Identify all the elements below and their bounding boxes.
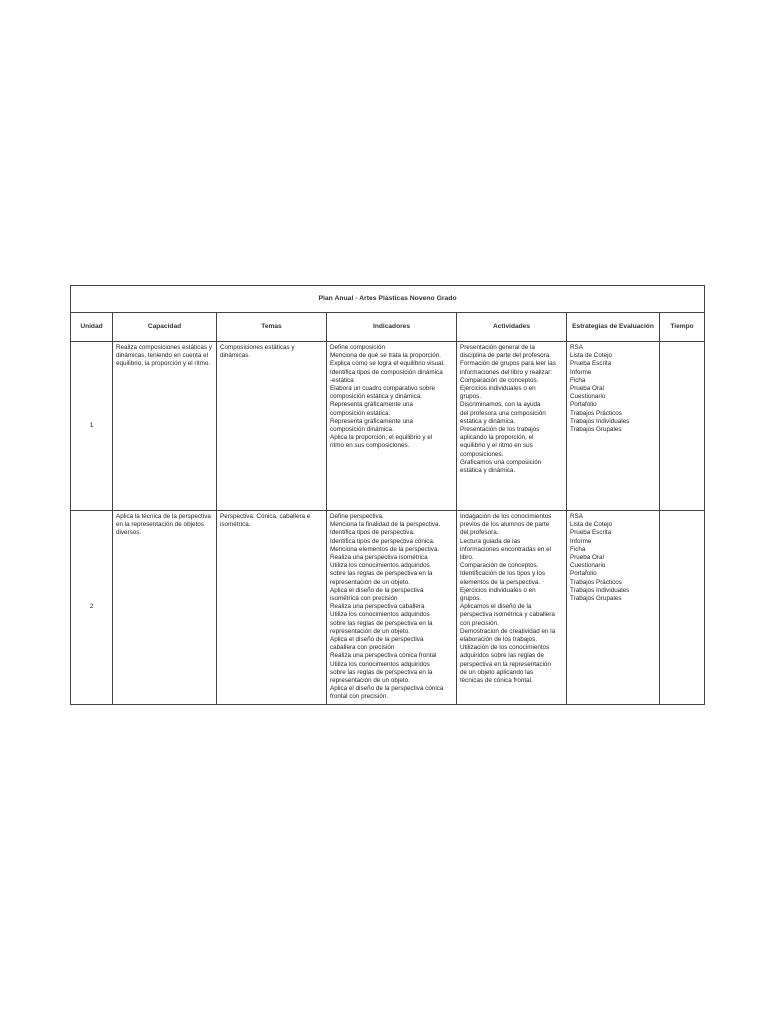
cell-line: de un objeto aplicando las [460,668,534,676]
cell-line: Ejercicios individuales o en [460,586,536,594]
header-estrategias: Estrategias de Evaluación [567,313,660,342]
cell-line: elementos de la perspectiva. [460,578,541,586]
cell-line: equilibrio y el ritmo en sus [460,442,533,450]
cell-line: informaciones encontradas en el [460,545,552,553]
header-tiempo: Tiempo [660,313,705,342]
unidad-cell: 1 [71,342,113,511]
temas-cell: Composiciones estáticas y dinámicas. [217,342,327,511]
cell-line: Trabajos Prácticos [570,578,622,586]
cell-line: ritmo en sus composiciones. [330,442,410,450]
capacidad-cell: Aplica la técnica de la perspectiva en la representación de objetos diversos. [113,511,217,705]
cell-line: Informe [570,537,592,545]
table-row [71,342,705,511]
cell-line: Informe [570,368,592,376]
table-row [71,511,705,705]
cell-line: Elabora un cuadro comparativo sobre [330,385,436,393]
cell-line: Presentación de los trabajos [460,426,540,434]
cell-line: Cuestionario [570,562,606,570]
cell-line: Trabajos Grupales [570,426,622,434]
cell-line: Trabajos Prácticos [570,409,622,417]
indicadores-cell [327,511,457,705]
cell-line: representación de un objeto. [330,627,410,635]
cell-line: frontal con precisión. [330,693,389,701]
cell-line: Comparación de conceptos. [460,562,539,570]
cell-line: Lista de Cotejo [570,352,613,360]
cell-line: Utiliza los conocimientos adquiridos [330,611,430,619]
cell-line: del profesora. [460,529,499,537]
cell-line: composición dinámica. [330,426,394,434]
cell-line: Lectura guiada de las [460,537,521,545]
header-temas: Temas [217,313,327,342]
cell-line: Define perspectiva. [330,513,384,520]
tiempo-cell [660,342,705,511]
cell-line: del profesora una composición [460,409,546,417]
cell-line: Trabajos Grupales [570,595,622,603]
cell-line: caballera con precisión [330,644,395,652]
cell-line: Representa gráficamente una [330,417,413,425]
cell-line: grupos. [460,393,482,401]
cell-line: Utilización de los conocimientos [460,644,550,652]
cell-line: adquiridos sobre las reglas de [460,652,545,660]
cell-line: perspectiva isométrica y caballera [460,611,555,619]
cell-line: Trabajos Individuales [570,586,630,594]
estrategias-cell [567,342,660,511]
cell-line: Ejercicios individuales o en [460,385,536,393]
cell-line: Prueba Oral [570,385,604,393]
cell-line: Aplica el diseño de la perspectiva [330,636,424,644]
cell-line: Identifica tipos de perspectiva. [330,529,415,537]
cell-line: Portafolio [570,401,597,409]
header-unidad: Unidad [71,313,113,342]
cell-line: Formación de grupos para leer las [460,360,556,368]
plan-anual-table [70,285,705,705]
cell-line: Portafolio [570,570,597,578]
cell-line: Prueba Escrita [570,529,612,537]
cell-line: Identificación de los tipos y los [460,570,546,578]
cell-line: Discriminamos, con la ayuda [460,401,541,409]
indicadores-cell [327,342,457,511]
cell-line: sobre las reglas de perspectiva en la [330,570,433,578]
cell-line: Ficha [570,545,586,553]
cell-line: Graficamos una composición [460,458,542,466]
cell-line: estática y dinámica. [460,417,516,425]
cell-line: aplicando la proporción, el [460,434,534,442]
cell-line: grupos. [460,595,482,603]
cell-line: representación de un objeto. [330,677,410,685]
cell-line: sobre las reglas de perspectiva en la [330,668,433,676]
cell-line: técnicas de cónica frontal. [460,677,533,685]
cell-line: Ficha [570,376,586,384]
cell-line: Aplica la proporción, el equilibrio y el [330,434,433,442]
capacidad-cell: Realiza composiciones estáticas y dinámicas, teniendo en cuenta el equilibrio, la proporción y el ritmo. [113,342,217,511]
tiempo-cell [660,511,705,705]
cell-line: Indagación de los conocimientos [460,513,552,520]
actividades-cell [457,342,567,511]
cell-line: Define composición [330,344,385,351]
header-indicadores: Indicadores [327,313,457,342]
cell-line: Presentación general de la [460,344,535,351]
cell-line: Realiza una perspectiva caballera [330,603,425,611]
cell-line: sobre las reglas de perspectiva en la [330,619,433,627]
cell-line: Identifica tipos de perspectiva cónica. [330,537,435,545]
cell-line: Realiza una perspectiva cónica frontal [330,652,437,660]
header-actividades: Actividades [457,313,567,342]
cell-line: con precisión. [460,619,499,627]
cell-line: perspectiva en la representación [460,660,552,668]
cell-line: estática y dinámica. [460,467,516,475]
cell-line: representación de un objeto. [330,578,410,586]
cell-line: Aplicamos el diseño de la [460,603,532,611]
cell-line: Explica cómo se logra el equilibrio visual. [330,360,445,368]
cell-line: Utiliza los conocimientos adquiridos [330,562,430,570]
cell-line: Comparación de conceptos. [460,376,539,384]
cell-line: composición estática y dinámica. [330,393,423,401]
cell-line: Realiza una perspectiva isométrica [330,554,428,562]
cell-line: Menciona de qué se trata la proporción. [330,352,441,360]
table-title: Plan Anual - Artes Plásticas Noveno Grado [71,286,705,313]
cell-line: Menciona la finalidad de la perspectiva. [330,521,441,529]
cell-line: Prueba Escrita [570,360,612,368]
actividades-cell [457,511,567,705]
cell-line: RSA [570,513,583,520]
cell-line: disciplina de parte del profesora. [460,352,552,360]
cell-line: Identifica tipos de composición dinámica [330,368,443,376]
header-capacidad: Capacidad [113,313,217,342]
cell-line: Lista de Cotejo [570,521,613,529]
cell-line: isométrica con precisión [330,595,398,603]
cell-line: elaboración de los trabajos. [460,636,538,644]
unidad-cell: 2 [71,511,113,705]
cell-line: RSA [570,344,583,351]
cell-line: Trabajos Individuales [570,417,630,425]
cell-line: Prueba Oral [570,554,604,562]
cell-line: composición estática. [330,409,391,417]
estrategias-cell [567,511,660,705]
cell-line: -estática [330,376,354,384]
cell-line: Menciona elementos de la perspectiva. [330,545,440,553]
cell-line: Demostracion de creatividad en la [460,627,556,635]
cell-line: Aplica el diseño de la perspectiva cónica [330,685,444,693]
cell-line: libro. [460,554,474,562]
cell-line: Aplica el diseño de la perspectiva [330,586,424,594]
cell-line: informaciones del libro y realizar: [460,368,553,376]
cell-line: Representa gráficamente una [330,401,413,409]
cell-line: Cuestionario [570,393,606,401]
cell-line: composiciones. [460,450,504,458]
cell-line: previos de los alumnos de parte [460,521,550,529]
temas-cell: Perspectiva: Cónica, caballera e isométrica. [217,511,327,705]
cell-line: Utiliza los conocimientos adquiridos [330,660,430,668]
